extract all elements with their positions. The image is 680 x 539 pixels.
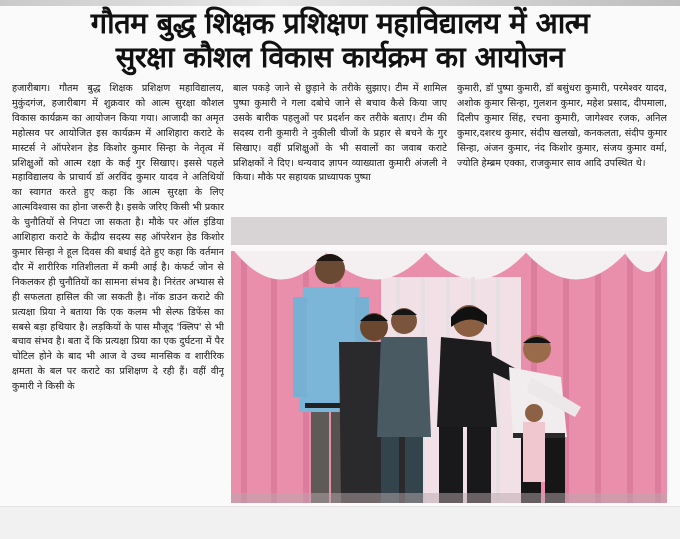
article-column-2 xyxy=(233,82,447,212)
headline xyxy=(8,6,672,74)
column-3-text: कुमारी, डॉ पुष्पा कुमारी, डॉ बसुंधरा कुमारी, परमेश्वर यादव, अशोक कुमार सिन्हा, गुलशन कुमार, महेश प्रसाद, दीपमाला, दिलीप कुमार सिंह, रचना कुमारी, जागेश्वर रजक, अनिल कुमार,दशरथ कुमार, संदीप खलखो, कनकलता, संदीप कुमार सिन्हा, अंजन कुमार, नंद किशोर कुमार, संजय कुमार वर्मा, ज्योति हेम्ब्रम एक्का, राजकुमार साव आदि उपस्थित थे। xyxy=(457,83,667,169)
page-bottom-margin xyxy=(0,506,680,539)
headline-line-1: गौतम बुद्ध शिक्षक प्रशिक्षण महाविद्यालय में आत्म xyxy=(90,6,590,40)
column-2-text: बाल पकड़े जाने से छुड़ाने के तरीके सुझाए। टीम में शामिल पुष्पा कुमारी ने गला दबोचे जाने से बचाव कैसे किया जाए उसके बारीक पहलुओं पर प्रदर्शन कर तरीके बताए। टीम की सदस्य रानी कुमारी ने नुकीली चीजों के प्रहार से बचने के गुर सिखाए। वहीं प्रशिक्षुओं के भी सवालों का जवाब कराटे प्रशिक्षकों ने दिए। धन्यवाद ज्ञापन व्याख्याता कुमारी अंजली ने किया। मौके पर सहायक प्राध्यापक पुष्पा xyxy=(233,83,447,184)
news-photo xyxy=(231,217,667,503)
article-column-3 xyxy=(457,82,667,212)
headline-line-2: सुरक्षा कौशल विकास कार्यक्रम का आयोजन xyxy=(115,40,565,74)
article-column-1 xyxy=(12,82,224,500)
column-1-text: हजारीबाग। गौतम बुद्ध शिक्षक प्रशिक्षण महाविद्यालय, मुकुंदगंज, हजारीबाग में शुक्रवार को आत्म सुरक्षा कौशल विकास कार्यक्रम का आयोजन किया गया। आजादी का अमृत महोत्सव पर आयोजित इस कार्यक्रम में आशिहारा कराटे के मास्टर्स ने ऑपरेशन हेड किशोर कुमार सिन्हा के नेतृत्व में प्रशिक्षुओं को आत्म रक्षा के कई गुर सिखाए। इससे पहले महाविद्यालय के प्राचार्य डॉ अरविंद कुमार यादव ने अतिथियों का स्वागत करते हुए कहा कि आत्म सुरक्षा के लिए आत्मविश्वास का होना जरूरी है। इसके जरिए किसी भी प्रकार के चुनौतियों से निपटा जा सकता है। मौके पर ऑल इंडिया आशिहारा कराटे के केंद्रीय सदस्य सह ऑपरेशन हेड किशोर कुमार सिन्हा ने हूल दिवस की बधाई देते हुए कहा कि वर्तमान दौर में शारीरिक गतिशीलता में कमी आई है। कंफर्ट जोन से निकलकर ही चुनौतियों का सामना संभव है। निरंतर अभ्यास से ही सफलता हासिल की जा सकती है। नॉक डाउन कराटे की प्रत्यक्षा प्रिया ने बताया कि एक कलम भी सेल्फ डिफेंस का सबसे बड़ा हथियार है। लड़कियों के पास मौजूद 'क्लिप' से भी बचाव संभव है। बता दें कि प्रत्यक्षा प्रिया का एक दुर्घटना में पैर चोटिल होने के बाद भी आज वे उच्च मानसिक व शारीरिक क्षमता के बल पर कराटे का प्रशिक्षण दे रही हैं। वहीं वीनू कुमारी ने किसी के xyxy=(12,83,224,393)
photo-illustration xyxy=(231,217,667,503)
